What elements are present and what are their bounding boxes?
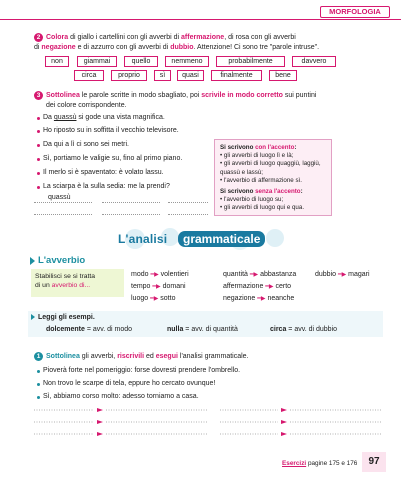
pair-word: sotto [160,295,176,302]
note-title-1 [220,144,326,152]
page-number: 97 [362,452,386,472]
ex1-text: ed [144,353,156,360]
bullet [37,186,40,189]
pair [315,270,370,280]
bullet [37,396,40,399]
rule-text-2 [35,281,120,290]
answer-line[interactable] [102,202,160,203]
ex1-verb: riscrivili [117,353,145,360]
pair-type: modo [131,271,149,278]
ex1-sentence: Sì, abbiamo corso molto: adesso torniamo a casa. [43,393,199,400]
note-title-2 [220,188,326,196]
answer-line[interactable] [168,202,208,203]
ex1-sentence: Pioverà forte nel pomeriggio: forse dovresti prendere l'ombrello. [43,367,241,374]
footer-label[interactable]: Esercizi [282,460,307,467]
header-rule [0,19,401,20]
exercise-2-number: 2 [34,33,43,42]
example-word: circa [270,326,287,333]
accent-rule-box [214,139,332,216]
note-item-text: gli avverbi di luogo quaggiù, laggiù, quassù e lassù; [220,160,321,176]
subsection-heading: L'avverbio [38,255,86,266]
pair [223,282,291,292]
pair [223,294,294,304]
sentence-4: Sì, portiamo le valigie su, fino al primo piano. [43,155,183,162]
bullet [37,383,40,386]
bullet [37,130,40,133]
word-card[interactable]: finalmente [211,70,262,81]
answer-line[interactable] [34,202,92,203]
pair-type: negazione [223,295,256,302]
ex1-verb: Sottolinea [46,353,80,360]
sentence-1 [43,113,165,122]
sentence-3: Da qui a lì ci sono sei metri. [43,141,129,148]
note-item-text: gli avverbi di luogo lì e là; [223,152,294,160]
ex1-sentence: Non trovo le scarpe di tela, eppure ho cercato ovunque! [43,380,216,387]
example-value: = avv. di modo [84,326,133,333]
ex1-text: l'analisi grammaticale. [177,353,249,360]
word-card[interactable]: quasi [177,70,204,81]
ex3-verb: Sottolinea [46,92,80,99]
note-item: • gli avverbi di luogo qui e qua. [220,204,305,212]
word-card[interactable]: sì [154,70,171,81]
example-word: dolcemente [46,326,85,333]
pair [131,270,189,280]
word-card[interactable]: proprio [111,70,147,81]
note-title-term: con l'accento [255,144,295,151]
sentence-5: Il merlo si è spaventato: è volato lassu. [43,169,164,176]
pair [131,294,175,304]
section-heading-part-1: L'analisi [118,232,168,246]
ex2-text-b: , di rosa con gli avverbi [224,34,296,41]
bullet [37,144,40,147]
arrow-right-icon: ━▶ [150,272,159,278]
pair-word: magari [348,271,370,278]
word-card[interactable]: nemmeno [165,56,209,67]
note-title-colon: : [294,144,297,151]
note-title-term: senza l'accento [255,188,301,196]
triangle-bullet-icon [31,314,35,320]
ex2-term-neg: negazione [41,44,76,51]
note-item-text: gli avverbi di luogo qui e qua. [223,204,305,212]
footer-pages: pagine 175 e 176 [306,460,358,467]
word-card[interactable]: probabilmente [216,56,285,67]
word-card[interactable]: quello [124,56,158,67]
pair-type: dubbio [315,271,337,278]
exercise-2-instruction-line-1 [46,33,296,42]
footer-exercises-ref[interactable] [282,460,357,467]
rule-text: Stabilisci se si tratta [35,273,96,280]
sentence-text: si gode una vista magnifica. [76,114,165,121]
ex1-verb: esegui [155,353,178,360]
note-item-text: l'avverbio di luogo su; [223,196,284,204]
ex2-term-aff: affermazione [181,34,225,41]
answer-lines [30,404,390,444]
example [270,325,337,334]
pair-type: quantità [223,271,248,278]
bullet [37,370,40,373]
sentence-6: La sciarpa è la sulla sedia: me la prendi? [43,183,170,190]
bullet [37,172,40,175]
ex2-text-c: di [34,44,42,51]
example-word: nulla [167,326,184,333]
exercise-2-instruction-line-2 [34,43,319,52]
word-card[interactable]: non [45,56,69,67]
pair-type: affermazione [223,283,264,290]
exercise-1-number: 1 [34,352,43,361]
answer-text: quassù [48,194,71,201]
ex2-text-e: . Attenzione! Ci sono tre "parole intruse". [193,44,320,51]
example [46,325,132,334]
pair [131,282,186,292]
bullet [37,158,40,161]
ex1-text: gli avverbi, [79,353,118,360]
example-value: = avv. di quantità [183,326,238,333]
ex2-text-d: e di azzurro con gli avverbi di [75,44,171,51]
exercise-3-instruction-line-1 [46,91,316,100]
rule-term: avverbio di... [51,282,91,289]
bullet [37,117,40,120]
arrow-right-icon: ━▶ [152,284,161,290]
arrow-right-icon: ━▶ [337,272,347,278]
note-item: • gli avverbi di luogo quaggiù, laggiù, quassù e lassù; [220,160,321,176]
pair-type: luogo [131,295,149,302]
exercise-3-number: 3 [34,91,43,100]
note-title-text: Si scrivono [220,188,256,196]
answer-line[interactable] [34,214,92,215]
answer-line[interactable] [102,214,160,215]
ex3-text-a: le parole scritte in modo sbagliato, poi [79,92,202,99]
underlined-word[interactable]: quassù [53,114,77,121]
pair-word: neanche [267,295,295,302]
ex2-text-a: di giallo i cartellini con gli avverbi di [68,34,182,41]
example-value: = avv. di dubbio [286,326,338,333]
note-title-colon: : [300,188,303,196]
exercise-1-instruction [46,352,249,361]
ex3-term: scrivile in modo corretto [201,92,283,99]
sentence-text: Da [43,114,54,121]
arrow-right-icon: ━▶ [249,272,259,278]
arrow-right-icon: ━▶ [150,296,159,302]
section-label: MORFOLOGIA [320,6,390,18]
triangle-bullet-icon [30,257,35,265]
example [167,325,238,334]
ex3-text-b: sui puntini [282,92,317,99]
sentence-2: Ho riposto su in soffitta il vecchio televisore. [43,127,179,134]
section-heading-part-2: grammaticale [178,231,265,247]
rule-text: di un [35,282,52,289]
ex2-verb: Colora [46,34,69,41]
pair-type: tempo [131,283,151,290]
exercise-3-instruction-line-2: dei colore corrispondente. [46,102,127,109]
note-item: • gli avverbi di luogo lì e là; [220,152,294,160]
arrow-right-icon: ━▶ [257,296,266,302]
note-item: • l'avverbio di affermazione sì. [220,176,302,184]
note-item-text: l'avverbio di affermazione sì. [223,176,302,184]
pair-word: domani [162,283,186,290]
pair-word: certo [275,283,292,290]
ex2-term-dub: dubbio [170,44,194,51]
arrow-right-icon: ━▶ [265,284,274,290]
word-card[interactable]: circa [74,70,104,81]
pair-word: volentieri [160,271,189,278]
examples-title: Leggi gli esempi. [38,314,95,321]
word-card[interactable]: davvero [292,56,336,67]
rule-label [31,269,124,297]
note-title-text: Si scrivono [220,144,256,151]
note-item: • l'avverbio di luogo su; [220,196,284,204]
word-card[interactable]: giammai [77,56,117,67]
answer-line[interactable] [168,214,208,215]
pair-word: abbastanza [260,271,297,278]
pair [223,270,296,280]
word-card[interactable]: bene [269,70,297,81]
